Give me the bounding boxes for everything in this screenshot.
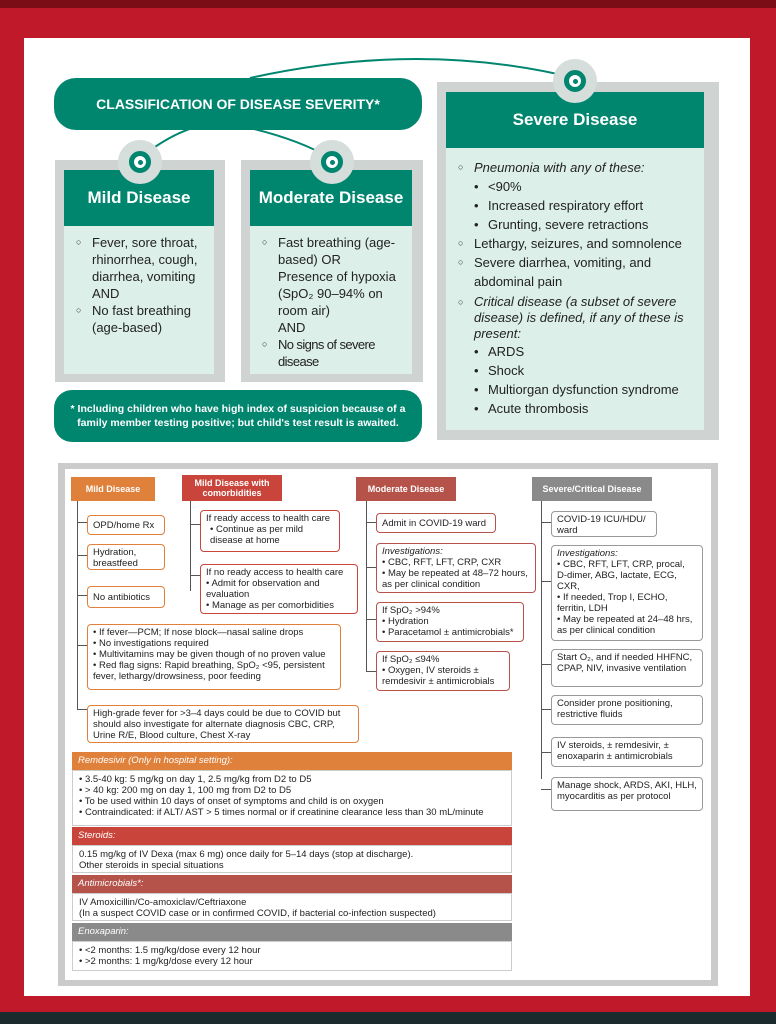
remdesivir-body bbox=[72, 770, 512, 826]
invest-line: Investigations: bbox=[557, 548, 618, 559]
flow-head-mild-comorbidities: Mild Disease with comorbidities bbox=[182, 475, 282, 501]
noready-line: • Manage as per comorbidities bbox=[206, 600, 334, 611]
critical-item: • Acute thrombosis bbox=[456, 399, 694, 418]
mild-fever-box bbox=[87, 624, 341, 690]
mild-hydration-box: Hydration, breastfeed bbox=[87, 544, 165, 570]
severe-critical: ○ Critical disease (a subset of severe disease) is defined, if any of these is present: bbox=[456, 294, 694, 342]
antimicrobials-body bbox=[72, 893, 512, 921]
severe-spine bbox=[541, 501, 542, 779]
spo2-line: • Paracetamol ± antimicrobials* bbox=[382, 627, 514, 638]
remdesivir-line: • 3.5-40 kg: 5 mg/kg on day 1, 2.5 mg/kg from D2 to D5 bbox=[79, 774, 312, 785]
fever-line: • No investigations required bbox=[93, 638, 209, 649]
comorb-spine bbox=[190, 501, 191, 591]
severe-title: Severe Disease bbox=[446, 92, 704, 148]
moderate-investigations-box bbox=[376, 543, 536, 593]
invest-line: • CBC, RFT, LFT, CRP, procal, D-dimer, ABG, lactate, ECG, CXR, bbox=[557, 559, 685, 592]
moderate-title: Moderate Disease bbox=[250, 170, 412, 226]
flow-head-severe: Severe/Critical Disease bbox=[532, 477, 652, 501]
enoxaparin-body bbox=[72, 941, 512, 971]
severe-oxygen-box: Start O₂, and if needed HHFNC, CPAP, NIV, invasive ventilation bbox=[551, 649, 703, 687]
connector bbox=[541, 581, 551, 582]
severe-diarrhea: ○ Severe diarrhea, vomiting, and abdominal pain bbox=[456, 253, 694, 291]
antimicrobials-title: Antimicrobials*: bbox=[72, 875, 512, 893]
moderate-item: Presence of hypoxia (SpO₂ 90–94% on room air) bbox=[278, 269, 396, 318]
connector bbox=[366, 567, 376, 568]
connector bbox=[541, 709, 551, 710]
spo2-line: If SpO₂ ≤94% bbox=[382, 654, 440, 665]
connector bbox=[77, 709, 87, 710]
mild-antibiotics-box: No antibiotics bbox=[87, 586, 165, 608]
mild-item: ○ No fast breathing (age-based) bbox=[74, 302, 204, 336]
mild-highgrade-box: High-grade fever for >3–4 days could be due to COVID but should also investigate for alternate diagnosis CBC, CRP, Urine R/E, Blood culture, Chest X-ray bbox=[87, 705, 359, 743]
invest-line: Investigations: bbox=[382, 546, 443, 557]
noready-line: • Admit for observation and evaluation bbox=[206, 578, 320, 600]
steroids-line: Other steroids in special situations bbox=[79, 860, 224, 871]
fever-line: • Red flag signs: Rapid breathing, SpO₂ <95, persistent fever, lethargy/drowsiness, poor feeding bbox=[93, 660, 325, 682]
spo2-line: If SpO₂ >94% bbox=[382, 605, 440, 616]
enoxaparin-line: • <2 months: 1.5 mg/kg/dose every 12 hour bbox=[79, 945, 261, 956]
severe-shock-box: Manage shock, ARDS, AKI, HLH, myocarditis as per protocol bbox=[551, 777, 703, 811]
moderate-spine bbox=[366, 501, 367, 671]
mild-opd-box: OPD/home Rx bbox=[87, 515, 165, 535]
ready-line: If ready access to health care bbox=[206, 513, 331, 524]
severe-lethargy: ○ Lethargy, seizures, and somnolence bbox=[456, 234, 694, 253]
management-flowchart bbox=[58, 463, 718, 986]
moderate-spo2-high-box bbox=[376, 602, 524, 642]
connector bbox=[541, 522, 551, 523]
connector bbox=[190, 524, 200, 525]
severe-investigations-box bbox=[551, 545, 703, 641]
classification-title: CLASSIFICATION OF DISEASE SEVERITY* bbox=[54, 78, 422, 130]
moderate-item: ○ Fast breathing (age-based) OR bbox=[260, 234, 402, 268]
remdesivir-line: • Contraindicated: if ALT/ AST > 5 times normal or if creatinine clearance less than 30 mL/minute bbox=[79, 807, 484, 818]
remdesivir-title: Remdesivir (Only in hospital setting): bbox=[72, 752, 512, 770]
moderate-node-icon bbox=[310, 140, 354, 184]
connector bbox=[541, 664, 551, 665]
steroids-line: 0.15 mg/kg of IV Dexa (max 6 mg) once daily for 5–14 days (stop at discharge). bbox=[79, 849, 414, 860]
connector bbox=[366, 671, 376, 672]
connector bbox=[77, 522, 87, 523]
severe-icu-box: COVID-19 ICU/HDU/ ward bbox=[551, 511, 657, 537]
antimicrobials-line: (In a suspect COVID case or in confirmed COVID, if bacterial co-infection suspected) bbox=[79, 908, 436, 919]
remdesivir-line: • > 40 kg: 200 mg on day 1, 100 mg from D2 to D5 bbox=[79, 785, 292, 796]
connector bbox=[366, 522, 376, 523]
mild-item: AND bbox=[92, 286, 120, 301]
connector bbox=[366, 619, 376, 620]
flow-head-mild: Mild Disease bbox=[71, 477, 155, 501]
connector bbox=[77, 595, 87, 596]
invest-line: • May be repeated at 24–48 hrs, as per clinical condition bbox=[557, 614, 693, 636]
mild-title: Mild Disease bbox=[64, 170, 214, 226]
mild-item: ○ Fever, sore throat, rhinorrhea, cough, diarrhea, vomiting bbox=[74, 234, 204, 285]
antimicrobials-line: IV Amoxicillin/Co-amoxiclav/Ceftriaxone bbox=[79, 897, 247, 908]
enoxaparin-title: Enoxaparin: bbox=[72, 923, 512, 941]
moderate-spo2-low-box bbox=[376, 651, 510, 691]
critical-item: • Shock bbox=[456, 361, 694, 380]
severe-steroids-box: IV steroids, ± remdesivir, ± enoxaparin ± antimicrobials bbox=[551, 737, 703, 767]
connector bbox=[77, 555, 87, 556]
comorb-noready-box bbox=[200, 564, 358, 614]
severe-pneumonia-item: • Grunting, severe retractions bbox=[456, 215, 694, 234]
remdesivir-line: • To be used within 10 days of onset of symptoms and child is on oxygen bbox=[79, 796, 384, 807]
severe-body bbox=[446, 148, 704, 430]
connector bbox=[77, 645, 87, 646]
connector bbox=[541, 752, 551, 753]
enoxaparin-line: • >2 months: 1 mg/kg/dose every 12 hour bbox=[79, 956, 253, 967]
invest-line: • May be repeated at 48–72 hours, as per clinical condition bbox=[382, 568, 528, 590]
severe-pneumonia-item: • <90% bbox=[456, 177, 694, 196]
moderate-admit-box: Admit in COVID-19 ward bbox=[376, 513, 496, 533]
comorb-ready-box bbox=[200, 510, 340, 552]
fever-line: • Multivitamins may be given though of no proven value bbox=[93, 649, 326, 660]
steroids-body bbox=[72, 845, 512, 873]
severe-prone-box: Consider prone positioning, restrictive fluids bbox=[551, 695, 703, 725]
flow-head-moderate: Moderate Disease bbox=[356, 477, 456, 501]
mild-body bbox=[64, 226, 214, 374]
severe-node-icon bbox=[553, 59, 597, 103]
moderate-body bbox=[250, 226, 412, 374]
spo2-line: • Oxygen, IV steroids ± remdesivir ± antimicrobials bbox=[382, 665, 495, 687]
bottom-band bbox=[0, 1012, 776, 1024]
connector bbox=[541, 789, 551, 790]
invest-line: • If needed, Trop I, ECHO, ferritin, LDH bbox=[557, 592, 668, 614]
noready-line: If no ready access to health care bbox=[206, 567, 344, 578]
flowchart-panel bbox=[65, 469, 711, 980]
critical-item: • ARDS bbox=[456, 342, 694, 361]
critical-item: • Multiorgan dysfunction syndrome bbox=[456, 380, 694, 399]
mild-spine bbox=[77, 501, 78, 709]
invest-line: • CBC, RFT, LFT, CRP, CXR bbox=[382, 557, 502, 568]
severe-pneumonia: ○ Pneumonia with any of these: bbox=[456, 158, 694, 177]
spo2-line: • Hydration bbox=[382, 616, 429, 627]
moderate-item: ○ No signs of severe disease bbox=[260, 336, 402, 370]
steroids-title: Steroids: bbox=[72, 827, 512, 845]
mild-node-icon bbox=[118, 140, 162, 184]
connector bbox=[190, 575, 200, 576]
fever-line: • If fever—PCM; If nose block—nasal saline drops bbox=[93, 627, 304, 638]
classification-footnote: * Including children who have high index of suspicion because of a family member testing positive; but child's test result is awaited. bbox=[54, 390, 422, 442]
moderate-item: AND bbox=[278, 320, 306, 335]
severe-pneumonia-item: • Increased respiratory effort bbox=[456, 196, 694, 215]
ready-line: • Continue as per mild disease at home bbox=[210, 524, 304, 546]
